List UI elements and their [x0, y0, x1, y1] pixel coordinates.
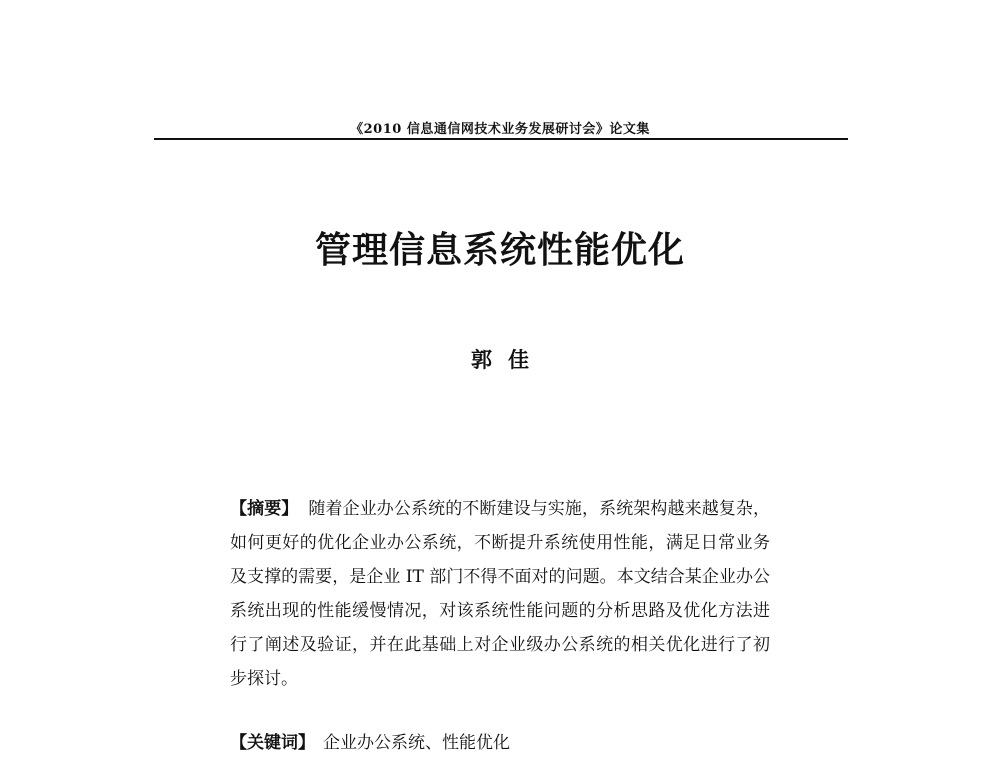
abstract-label: 【摘要】: [230, 499, 299, 519]
abstract-paragraph: [230, 492, 770, 696]
abstract-text: 随着企业办公系统的不断建设与实施，系统架构越来越复杂，如何更好的优化企业办公系统，不断提升系统使用性能，满足日常业务及支撑的需要，是企业 IT 部门不得不面对的问题。本文结合某企业办公系统出现的性能缓慢情况，对该系统性能问题的分析思路及优化方法进行了阐述及验证，并在此基础上对企业级办公系统的相关优化进行了初步探讨。: [230, 499, 771, 689]
paper-title: 管理信息系统性能优化: [314, 229, 685, 271]
header-rule: [154, 138, 848, 140]
keywords-label: 【关键词】: [230, 733, 315, 753]
keywords-line: [230, 728, 770, 758]
author-name: 郭佳: [471, 347, 545, 372]
running-header: 《2010 信息通信网技术业务发展研讨会》论文集: [350, 122, 650, 137]
keywords-text: 企业办公系统、性能优化: [323, 733, 510, 753]
